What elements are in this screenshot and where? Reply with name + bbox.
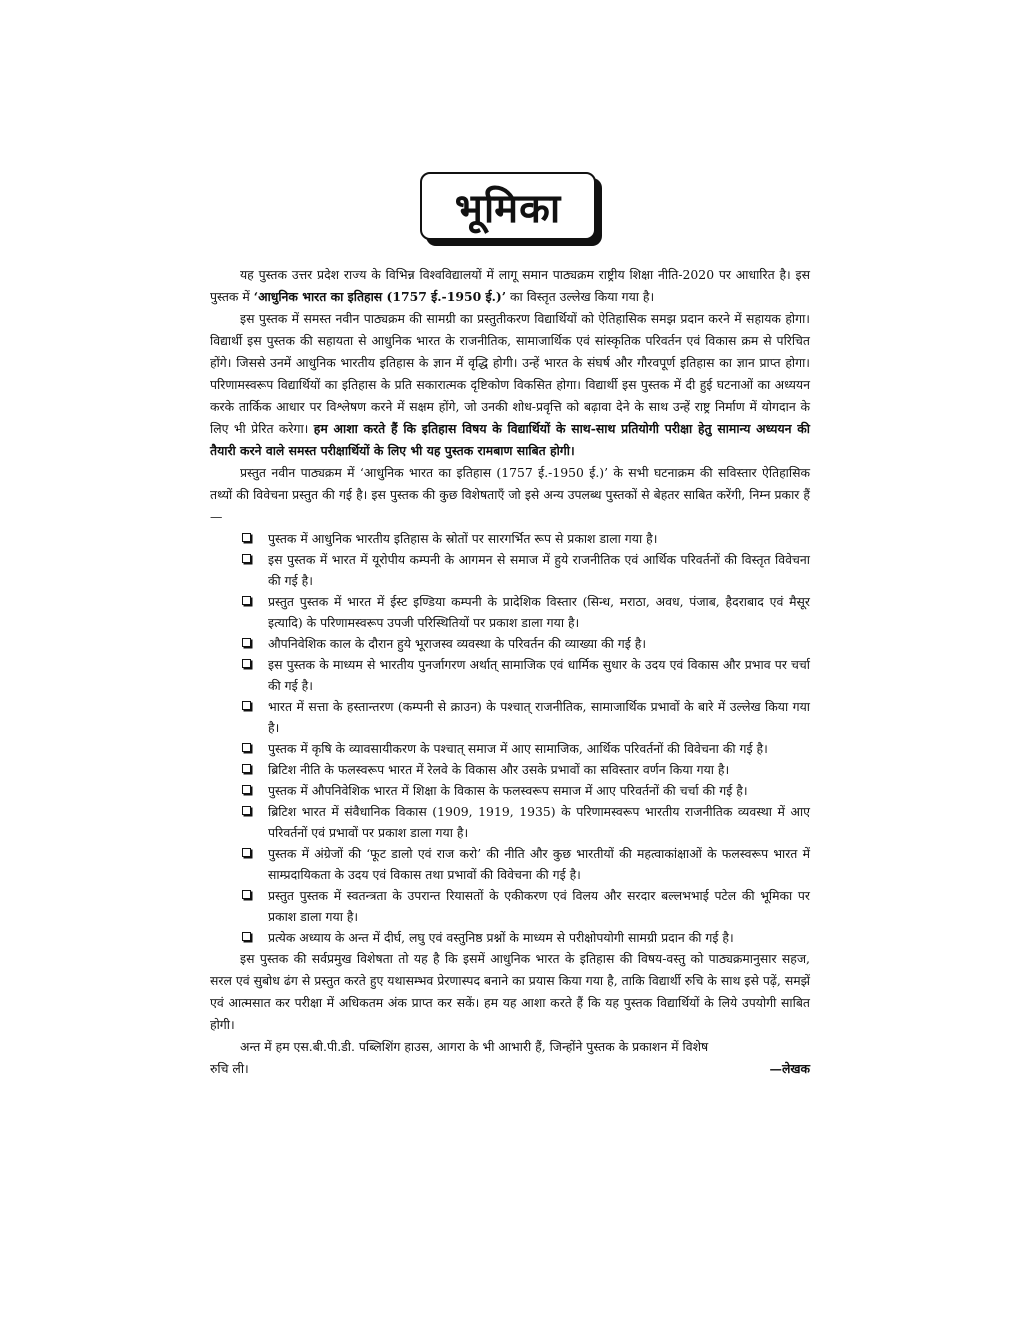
feature-text: ब्रिटिश नीति के फलस्वरूप भारत में रेलवे के विकास और उसके प्रभावों का सविस्तार वर्णन किया गया है। — [268, 762, 730, 777]
feature-list-item — [210, 885, 810, 927]
feature-list-item — [210, 633, 810, 654]
checkbox-bullet-icon — [242, 932, 251, 941]
feature-list-item — [210, 549, 810, 591]
paragraph-intro — [210, 264, 810, 308]
paragraph-purpose-text: इस पुस्तक में समस्त नवीन पाठ्यक्रम की सामग्री का प्रस्तुतीकरण विद्यार्थियों को ऐतिहासिक समझ प्रदान करने में सहायक होगा। विद्यार्थी इस पुस्तक की सहायता से आधुनिक भारत के राजनीतिक, सामाजार्थिक एवं सांस्कृतिक परिवर्तन एवं विकास क्रम से परिचित होंगे। जिससे उनमें आधुनिक भारतीय इतिहास के ज्ञान में वृद्धि होगी। उन्हें भारत के संघर्ष और गौरवपूर्ण इतिहास का ज्ञान प्राप्त होगा। परिणामस्वरूप विद्यार्थियों का इतिहास के प्रति सकारात्मक दृष्टिकोण विकसित होगा। विद्यार्थी इस पुस्तक में दी हुई घटनाओं का अध्ययन करके तार्किक आधार पर विश्लेषण करने में सक्षम होंगे, जो उनकी शोध-प्रवृत्ति को बढ़ावा देने के साथ उन्हें राष्ट्र निर्माण में योगदान के लिए भी प्रेरित करेगा। — [210, 311, 810, 436]
feature-text: ब्रिटिश भारत में संवैधानिक विकास (1909, 1919, 1935) के परिणामस्वरूप भारतीय राजनीतिक व्यवस्था में आए परिवर्तनों एवं प्रभावों पर प्रकाश डाला गया है। — [268, 804, 810, 840]
feature-list-item — [210, 528, 810, 549]
checkbox-bullet-icon — [242, 806, 251, 815]
preface-body — [210, 264, 810, 1080]
page-title: भूमिका — [420, 172, 596, 240]
book-title-emphasis: ‘आधुनिक भारत का इतिहास (1757 ई.-1950 ई.)’ — [253, 289, 507, 304]
closing-line — [210, 1058, 810, 1080]
feature-list-item — [210, 654, 810, 696]
feature-list-item — [210, 738, 810, 759]
feature-text: पुस्तक में कृषि के व्यावसायीकरण के पश्चात् समाज में आए सामाजिक, आर्थिक परिवर्तनों की विवेचना की गई है। — [268, 741, 768, 756]
checkbox-bullet-icon — [242, 659, 251, 668]
checkbox-bullet-icon — [242, 554, 251, 563]
feature-text: इस पुस्तक के माध्यम से भारतीय पुनर्जागरण अर्थात् सामाजिक एवं धार्मिक सुधार के उदय एवं विकास और प्रभाव पर चर्चा की गई है। — [268, 657, 810, 693]
feature-text: पुस्तक में औपनिवेशिक भारत में शिक्षा के विकास के फलस्वरूप समाज में आए परिवर्तनों की चर्चा की गई है। — [268, 783, 748, 798]
feature-list-item — [210, 759, 810, 780]
paragraph-purpose — [210, 308, 810, 462]
author-signature: —लेखक — [769, 1061, 810, 1076]
checkbox-bullet-icon — [242, 743, 251, 752]
feature-text: प्रस्तुत पुस्तक में स्वतन्त्रता के उपरान्त रियासतों के एकीकरण एवं विलय और सरदार बल्लभभाई पटेल की भूमिका पर प्रकाश डाला गया है। — [268, 888, 810, 924]
checkbox-bullet-icon — [242, 638, 251, 647]
feature-text: पुस्तक में अंग्रेजों की ‘फूट डालो एवं राज करो’ की नीति और कुछ भारतीयों की महत्वाकांक्षाओं के फलस्वरूप भारत में साम्प्रदायिकता के उदय एवं विकास तथा प्रभावों की विवेचना की गई है। — [268, 846, 810, 882]
feature-list-item — [210, 591, 810, 633]
feature-list-item — [210, 780, 810, 801]
feature-text: भारत में सत्ता के हस्तान्तरण (कम्पनी से क्राउन) के पश्चात् राजनीतिक, सामाजार्थिक प्रभावों के बारे में उल्लेख किया गया है। — [268, 699, 810, 735]
paragraph-acknowledgement: अन्त में हम एस.बी.पी.डी. पब्लिशिंग हाउस, आगरा के भी आभारी हैं, जिन्होंने पुस्तक के प्रकाशन में विशेष — [240, 1039, 709, 1054]
feature-list-item — [210, 927, 810, 948]
feature-list-item — [210, 843, 810, 885]
checkbox-bullet-icon — [242, 701, 251, 710]
feature-text: पुस्तक में आधुनिक भारतीय इतिहास के स्रोतों पर सारगर्भित रूप से प्रकाश डाला गया है। — [268, 531, 658, 546]
feature-text: औपनिवेशिक काल के दौरान हुये भूराजस्व व्यवस्था के परिवर्तन की व्याख्या की गई है। — [268, 636, 647, 651]
checkbox-bullet-icon — [242, 596, 251, 605]
features-list — [210, 528, 810, 948]
paragraph-intro-text-b: का विस्तृत उल्लेख किया गया है। — [510, 289, 655, 304]
checkbox-bullet-icon — [242, 890, 251, 899]
feature-text: प्रत्येक अध्याय के अन्त में दीर्घ, लघु एवं वस्तुनिष्ठ प्रश्नों के माध्यम से परीक्षोपयोगी सामग्री प्रदान की गई है। — [268, 930, 734, 945]
feature-text: इस पुस्तक में भारत में यूरोपीय कम्पनी के आगमन से समाज में हुये राजनीतिक एवं आर्थिक परिवर्तनों की विस्तृत विवेचना की गई है। — [268, 552, 810, 588]
title-frame — [420, 172, 602, 250]
paragraph-features-intro: प्रस्तुत नवीन पाठ्यक्रम में ‘आधुनिक भारत का इतिहास (1757 ई.-1950 ई.)’ के सभी घटनाक्रम की सविस्तार ऐतिहासिक तथ्यों की विवेचना प्रस्तुत की गई है। इस पुस्तक की कुछ विशेषताएँ जो इसे अन्य उपलब्ध पुस्तकों से बेहतर साबित करेंगी, निम्न प्रकार हैं— — [210, 465, 810, 524]
feature-list-item — [210, 696, 810, 738]
feature-list-item — [210, 801, 810, 843]
feature-text: प्रस्तुत पुस्तक में भारत में ईस्ट इण्डिया कम्पनी के प्रादेशिक विस्तार (सिन्ध, मराठा, अवध, पंजाब, हैदराबाद एवं मैसूर इत्यादि) के परिणामस्वरूप उपजी परिस्थितियों पर प्रकाश डाला गया है। — [268, 594, 810, 630]
acknowledgement-end: रुचि ली। — [210, 1061, 249, 1076]
checkbox-bullet-icon — [242, 848, 251, 857]
paragraph-purpose-emphasis: हम आशा करते हैं कि इतिहास विषय के विद्यार्थियों के साथ-साथ प्रतियोगी परीक्षा हेतु सामान्य अध्ययन की तैयारी करने वाले समस्त परीक्षार्थियों के लिए भी यह पुस्तक रामबाण साबित होगी। — [210, 421, 810, 458]
checkbox-bullet-icon — [242, 764, 251, 773]
checkbox-bullet-icon — [242, 785, 251, 794]
checkbox-bullet-icon — [242, 533, 251, 542]
paragraph-main-feature: इस पुस्तक की सर्वप्रमुख विशेषता तो यह है कि इसमें आधुनिक भारत के इतिहास की विषय-वस्तु को पाठ्यक्रमानुसार सहज, सरल एवं सुबोध ढंग से प्रस्तुत करते हुए यथासम्भव प्रेरणास्पद बनाने का प्रयास किया गया है, ताकि विद्यार्थी रुचि के साथ इसे पढ़ें, समझें एवं आत्मसात कर परीक्षा में अधिकतम अंक प्राप्त कर सकें। हम यह आशा करते हैं कि यह पुस्तक विद्यार्थियों के लिये उपयोगी साबित होगी। — [210, 951, 810, 1032]
paragraph-intro-text-a: यह पुस्तक उत्तर प्रदेश राज्य के विभिन्न विश्वविद्यालयों में लागू समान पाठ्यक्रम राष्ट्रीय शिक्षा नीति-2020 पर आधारित है। इस पुस्तक में — [210, 267, 810, 304]
